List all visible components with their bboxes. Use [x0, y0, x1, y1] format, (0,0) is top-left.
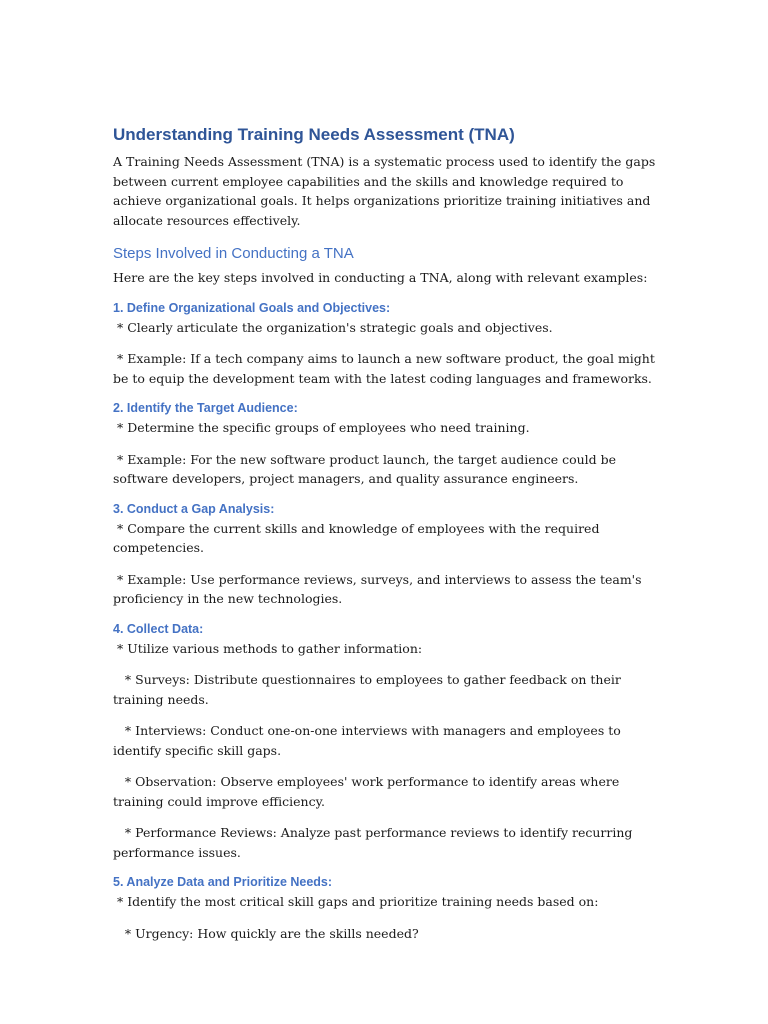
step-3-heading: 3. Conduct a Gap Analysis: — [113, 501, 275, 516]
document-title: Understanding Training Needs Assessment (TNA) — [113, 125, 515, 144]
step-4-performance-reviews: * Performance Reviews: Analyze past performance reviews to identify recurring performance issues. — [113, 825, 637, 860]
step-5-heading: 5. Analyze Data and Prioritize Needs: — [113, 875, 333, 889]
steps-heading: Steps Involved in Conducting a TNA — [113, 245, 354, 262]
step-1-example: * Example: If a tech company aims to launch a new software product, the goal might be to equip the development team with the latest coding languages and frameworks. — [113, 351, 659, 386]
step-5-point: * Identify the most critical skill gaps and prioritize training needs based on: — [113, 894, 599, 909]
step-3-point: * Compare the current skills and knowledge of employees with the required competencies. — [113, 520, 604, 555]
step-4-observation: * Observation: Observe employees' work performance to identify areas where training could improve efficiency. — [113, 774, 624, 809]
step-3-example: * Example: Use performance reviews, surveys, and interviews to assess the team's proficiency in the new technologies. — [113, 571, 646, 606]
step-2-heading: 2. Identify the Target Audience: — [113, 401, 298, 415]
step-1-point: * Clearly articulate the organization's strategic goals and objectives. — [113, 319, 553, 335]
step-4-interviews: * Interviews: Conduct one-on-one interviews with managers and employees to identify specific skill gaps. — [113, 723, 625, 758]
step-5-urgency: * Urgency: How quickly are the skills needed? — [113, 925, 419, 941]
step-4-surveys: * Surveys: Distribute questionnaires to employees to gather feedback on their training needs. — [113, 672, 625, 707]
intro-paragraph: A Training Needs Assessment (TNA) is a systematic process used to identify the gaps between current employee capabilities and the skills and knowledge required to achieve organizational goals. It helps organizations prioritize training initiatives and allocate resources effectively. — [113, 154, 660, 228]
step-4-heading: 4. Collect Data: — [113, 621, 204, 636]
steps-intro: Here are the key steps involved in conducting a TNA, along with relevant examples: — [113, 270, 648, 285]
step-2-point: * Determine the specific groups of employees who need training. — [113, 420, 530, 435]
step-4-point: * Utilize various methods to gather information: — [113, 640, 423, 656]
step-1-heading: 1. Define Organizational Goals and Objectives: — [113, 300, 391, 315]
step-2-example: * Example: For the new software product launch, the target audience could be software developers, project managers, and quality assurance engineers. — [113, 451, 621, 486]
